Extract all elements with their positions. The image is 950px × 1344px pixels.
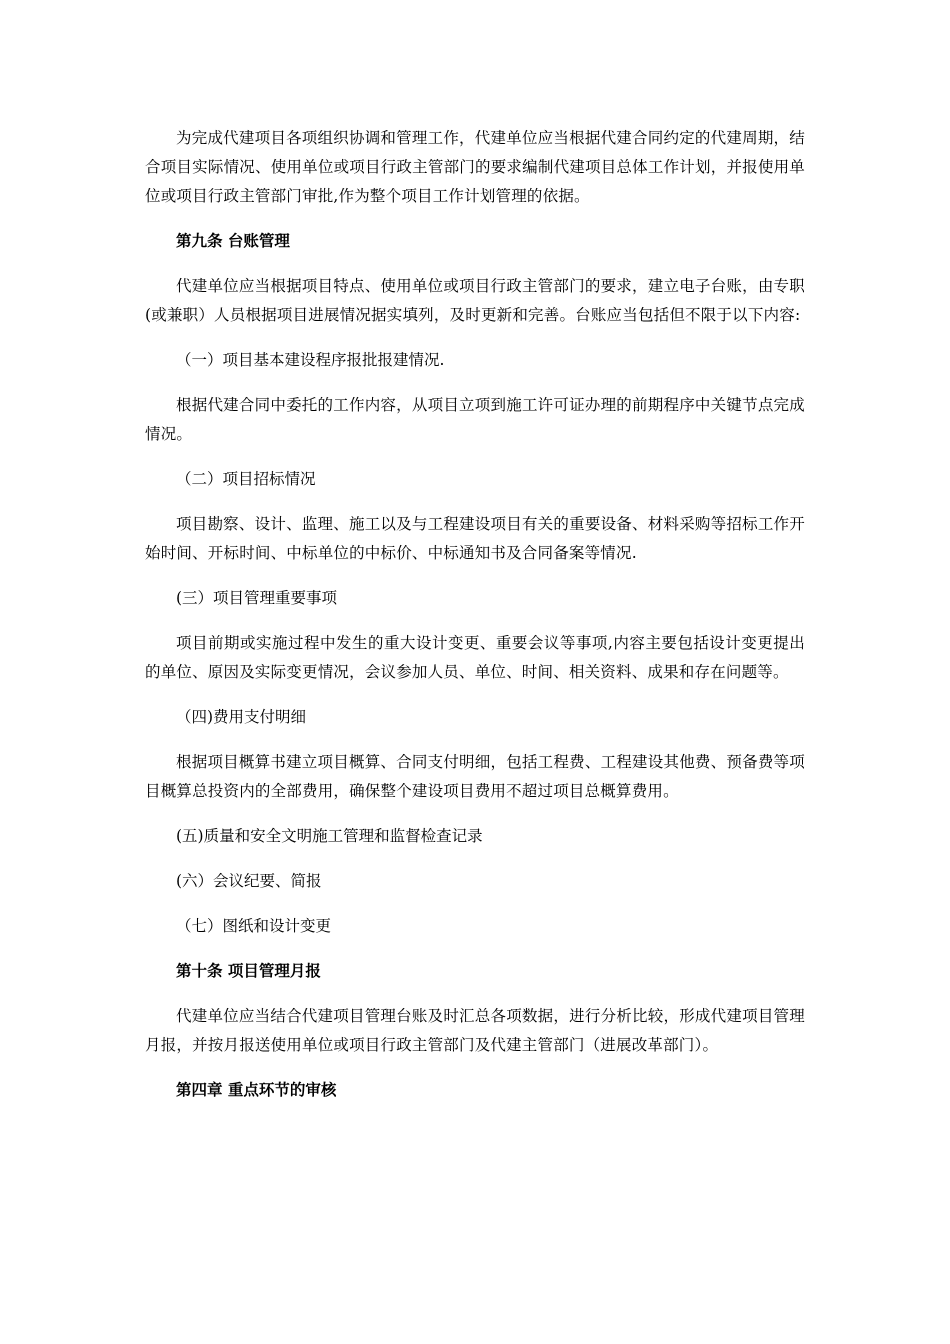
item-6-heading: (六）会议纪要、简报 — [176, 872, 322, 890]
item-4-heading: （四)费用支付明细 — [176, 708, 307, 726]
heading-chapter-4: 第四章 重点环节的审核 — [176, 1081, 337, 1099]
heading-article-9: 第九条 台账管理 — [176, 232, 290, 250]
document-page — [145, 124, 805, 1105]
item-3-heading: (三）项目管理重要事项 — [176, 589, 338, 607]
paragraph-work-plan: 为完成代建项目各项组织协调和管理工作，代建单位应当根据代建合同约定的代建周期，结合项目实际情况、使用单位或项目行政主管部门的要求编制代建项目总体工作计划，并报使用单位或项目行政主管部门审批,作为整个项目工作计划管理的依据。 — [145, 129, 805, 205]
paragraph-monthly-report: 代建单位应当结合代建项目管理台账及时汇总各项数据，进行分析比较，形成代建项目管理月报，并按月报送使用单位或项目行政主管部门及代建主管部门（进展改革部门）。 — [145, 1007, 805, 1054]
heading-article-10: 第十条 项目管理月报 — [176, 962, 321, 980]
item-5-heading: (五)质量和安全文明施工管理和监督检查记录 — [176, 827, 483, 845]
item-1-heading: （一）项目基本建设程序报批报建情况. — [176, 351, 445, 369]
item-7-heading: （七）图纸和设计变更 — [176, 917, 332, 935]
paragraph-item-2: 项目勘察、设计、监理、施工以及与工程建设项目有关的重要设备、材料采购等招标工作开始时间、开标时间、中标单位的中标价、中标通知书及合同备案等情况. — [145, 515, 805, 562]
paragraph-item-1: 根据代建合同中委托的工作内容，从项目立项到施工许可证办理的前期程序中关键节点完成情况。 — [145, 396, 805, 443]
paragraph-ledger: 代建单位应当根据项目特点、使用单位或项目行政主管部门的要求，建立电子台账，由专职(或兼职）人员根据项目进展情况据实填列，及时更新和完善。台账应当包括但不限于以下内容: — [145, 277, 805, 324]
item-2-heading: （二）项目招标情况 — [176, 470, 316, 488]
paragraph-item-3: 项目前期或实施过程中发生的重大设计变更、重要会议等事项,内容主要包括设计变更提出的单位、原因及实际变更情况，会议参加人员、单位、时间、相关资料、成果和存在问题等。 — [145, 634, 805, 681]
paragraph-item-4: 根据项目概算书建立项目概算、合同支付明细，包括工程费、工程建设其他费、预备费等项目概算总投资内的全部费用，确保整个建设项目费用不超过项目总概算费用。 — [145, 753, 805, 800]
